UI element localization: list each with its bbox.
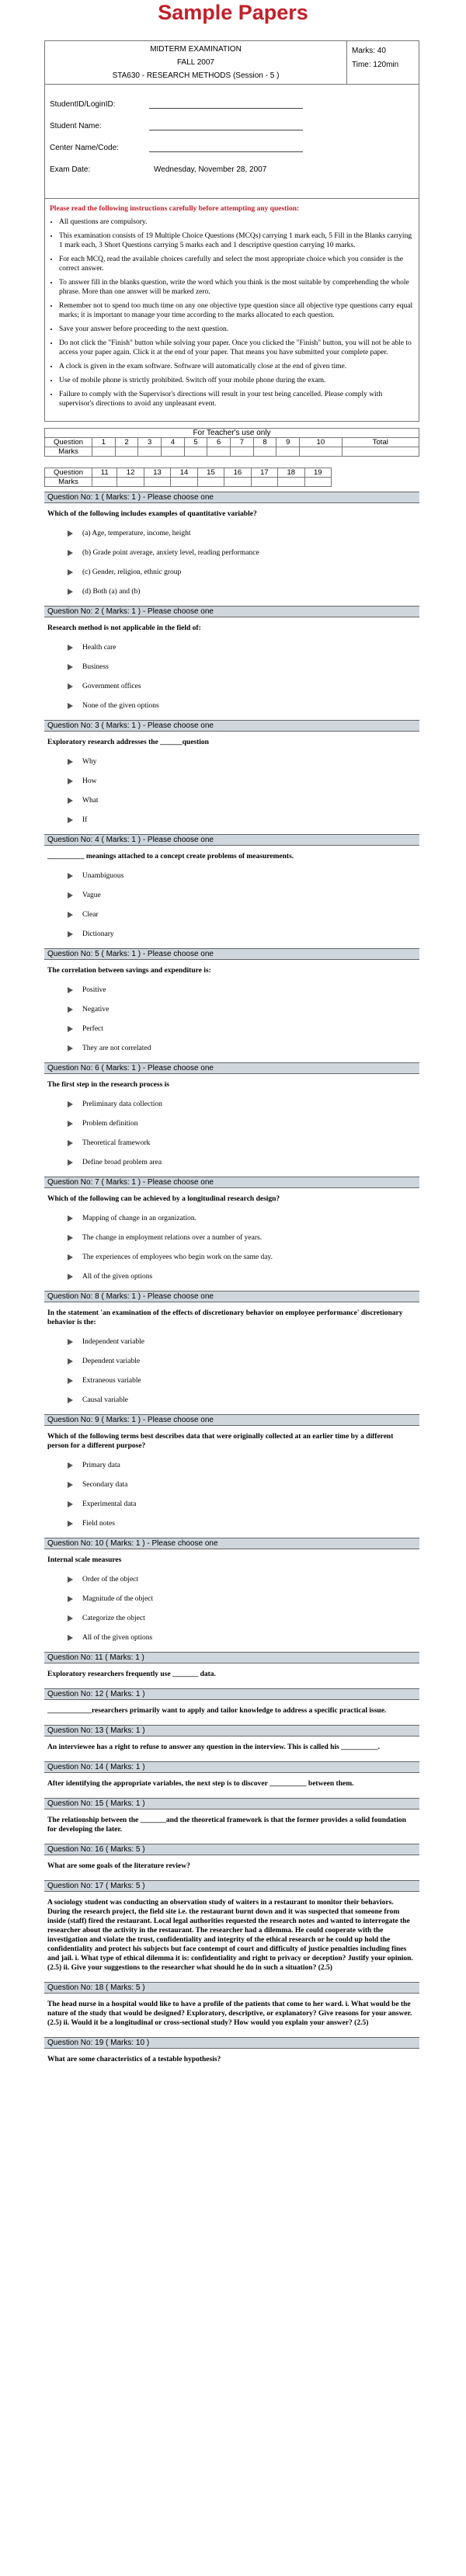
option-label: Field notes [82, 1519, 115, 1528]
option-label: How [82, 777, 97, 785]
arrow-icon [68, 645, 73, 651]
option-label: Define broad problem area [82, 1158, 162, 1166]
question-text: __________ meanings attached to a concept create problems of measurements. [47, 853, 294, 860]
student-info [44, 85, 419, 199]
question-7 [44, 1177, 419, 1291]
question-bar: Question No: 19 ( Marks: 10 ) [44, 2037, 419, 2049]
table-cell: 15 [197, 468, 224, 478]
question-bar: Question No: 1 ( Marks: 1 ) - Please choose one [44, 492, 419, 503]
table-cell: Marks [45, 447, 92, 457]
option-label: They are not correlated [82, 1044, 151, 1052]
table-cell [278, 478, 304, 487]
table-cell [92, 478, 117, 487]
table-cell: 12 [117, 468, 144, 478]
question-bar: Question No: 16 ( Marks: 5 ) [44, 1844, 419, 1855]
option-label: (c) Gender, religion, ethnic group [82, 568, 182, 576]
arrow-icon [68, 1577, 73, 1583]
answer-option[interactable] [47, 1038, 416, 1058]
arrow-icon [68, 1006, 73, 1013]
instruction-item: • Failure to comply with the Supervisor's directions will result in your test being cancelled. Please comply with supervisor's directions to avoid any unpleasant event. [59, 390, 414, 408]
question-18 [44, 1982, 419, 2037]
table-cell [197, 478, 224, 487]
question-1 [44, 492, 419, 606]
question-text: Which of the following can be achieved by a longitudinal research design? [47, 1195, 280, 1203]
instruction-item: • For each MCQ, read the available choices carefully and select the most appropriate choice which you consider is the correct answer. [59, 255, 414, 273]
question-bar: Question No: 7 ( Marks: 1 ) - Please choose one [44, 1177, 419, 1188]
answer-option[interactable] [47, 1371, 416, 1390]
question-10 [44, 1538, 419, 1652]
arrow-icon [68, 683, 73, 690]
question-text: In the statement 'an examination of the effects of discretionary behavior on employee performance' discretionary behavior is the: [47, 1309, 403, 1326]
table-cell [224, 478, 251, 487]
table-cell: 2 [115, 438, 138, 447]
table-row [45, 468, 332, 478]
option-label: Vague [82, 891, 101, 899]
arrow-icon [68, 798, 73, 804]
table-cell: Question [45, 468, 92, 478]
exam-name: MIDTERM EXAMINATION [150, 45, 242, 54]
arrow-icon [68, 1101, 73, 1107]
question-body [44, 2049, 419, 2074]
table-cell [117, 478, 144, 487]
instructions-heading: Please read the following instructions carefully before attempting any question: [50, 205, 300, 213]
answer-option[interactable] [47, 1332, 416, 1351]
table-cell: 6 [207, 438, 231, 447]
answer-option[interactable] [47, 696, 416, 715]
answer-option[interactable] [47, 1390, 416, 1410]
teacher-use-label: For Teacher's use only [44, 428, 419, 437]
arrow-icon [68, 1140, 73, 1146]
arrow-icon [68, 1397, 73, 1403]
arrow-icon [68, 1615, 73, 1622]
answer-option[interactable] [47, 810, 416, 829]
option-label: Preliminary data collection [82, 1100, 162, 1108]
option-label: Why [82, 757, 97, 766]
question-bar: Question No: 2 ( Marks: 1 ) - Please choose one [44, 606, 419, 617]
arrow-icon [68, 664, 73, 670]
option-label: Dependent variable [82, 1357, 141, 1365]
exam-sheet [44, 40, 419, 2074]
table-cell [171, 478, 197, 487]
course-name: STA630 - RESEARCH METHODS (Session - 5 ) [112, 71, 280, 80]
option-label: Business [82, 662, 109, 671]
arrow-icon [68, 1358, 73, 1364]
table-cell: Total [342, 438, 419, 447]
table-row [45, 438, 419, 447]
option-label: (b) Grade point average, anxiety level, reading performance [82, 548, 259, 557]
answer-option[interactable] [47, 752, 416, 771]
answer-option[interactable] [47, 1514, 416, 1533]
option-label: What [82, 796, 99, 805]
question-text: ____________researchers primarily want to apply and tailor knowledge to address a specific practical issue. [47, 1707, 387, 1715]
question-bar: Question No: 18 ( Marks: 5 ) [44, 1982, 419, 1994]
table-cell: 4 [162, 438, 185, 447]
arrow-icon [68, 1121, 73, 1127]
answer-option[interactable] [47, 791, 416, 810]
center-name-field[interactable] [149, 144, 303, 152]
table-cell [115, 447, 138, 457]
table-cell [342, 447, 419, 457]
arrow-icon [68, 1635, 73, 1641]
arrow-icon [68, 703, 73, 709]
question-text: What are some goals of the literature review? [47, 1862, 190, 1870]
question-text: Which of the following terms best describes data that were originally collected at an earlier time by a different person for a different purpose? [47, 1433, 394, 1450]
table-cell: 8 [253, 438, 276, 447]
question-text: Internal scale measures [47, 1556, 122, 1564]
table-cell: 3 [138, 438, 162, 447]
question-text: Exploratory researchers frequently use _______ data. [47, 1670, 216, 1678]
question-body [44, 846, 419, 948]
center-name-row [50, 144, 419, 165]
table-cell [184, 447, 207, 457]
option-label: Order of the object [82, 1575, 139, 1583]
exam-header-right [347, 41, 419, 84]
option-label: Positive [82, 986, 106, 994]
student-id-field[interactable] [149, 100, 303, 109]
question-bar: Question No: 9 ( Marks: 1 ) - Please choose one [44, 1414, 419, 1426]
answer-option[interactable] [47, 638, 416, 657]
option-label: Independent variable [82, 1337, 144, 1346]
arrow-icon [68, 1482, 73, 1488]
option-label: Health care [82, 643, 116, 652]
arrow-icon [68, 550, 73, 556]
instruction-item: • Use of mobile phone is strictly prohibited. Switch off your mobile phone during the exam. [59, 376, 414, 385]
arrow-icon [68, 1159, 73, 1166]
page-title: Sample Papers [158, 1, 308, 24]
table-cell: 10 [300, 438, 343, 447]
question-3 [44, 720, 419, 834]
option-label: Categorize the object [82, 1614, 145, 1622]
question-body [44, 1809, 419, 1844]
option-label: Extraneous variable [82, 1376, 141, 1385]
marks-table-1 [44, 437, 419, 457]
instruction-item: • Save your answer before proceeding to the next question. [59, 325, 414, 334]
arrow-icon [68, 1501, 73, 1507]
instruction-item: • To answer fill in the blanks question, write the word which you think is the most suitable by comprehending the whole phrase. More than one answer will be marked zero. [59, 278, 414, 297]
question-body [44, 1700, 419, 1725]
arrow-icon [68, 912, 73, 918]
exam-marks: Marks: 40 [352, 47, 386, 55]
question-body [44, 503, 419, 606]
question-19 [44, 2037, 419, 2074]
question-body [44, 1549, 419, 1652]
answer-option[interactable] [47, 1455, 416, 1475]
option-label: (a) Age, temperature, income, height [82, 529, 191, 537]
table-cell [251, 478, 277, 487]
option-label: The change in employment relations over a number of years. [82, 1233, 263, 1242]
question-body [44, 1663, 419, 1688]
question-bar: Question No: 5 ( Marks: 1 ) - Please choose one [44, 948, 419, 960]
answer-option[interactable] [47, 999, 416, 1019]
question-body [44, 960, 419, 1062]
table-cell: 9 [276, 438, 300, 447]
question-bar: Question No: 4 ( Marks: 1 ) - Please choose one [44, 834, 419, 846]
option-label: All of the given options [82, 1633, 153, 1642]
answer-option[interactable] [47, 905, 416, 924]
answer-option[interactable] [47, 980, 416, 999]
answer-option[interactable] [47, 1019, 416, 1038]
exam-date-label: Exam Date: [50, 165, 91, 174]
answer-option[interactable] [47, 771, 416, 791]
table-cell [162, 447, 185, 457]
arrow-icon [68, 778, 73, 784]
option-label: Mapping of change in an organization. [82, 1214, 197, 1222]
question-text: Research method is not applicable in the field of: [47, 624, 201, 632]
table-cell: 19 [304, 468, 331, 478]
answer-option[interactable] [47, 866, 416, 885]
question-body [44, 732, 419, 834]
table-cell: 1 [92, 438, 116, 447]
question-bar: Question No: 13 ( Marks: 1 ) [44, 1725, 419, 1736]
question-text: Exploratory research addresses the ______question [47, 739, 209, 746]
question-text: What are some characteristics of a testable hypothesis? [47, 2056, 221, 2063]
question-5 [44, 948, 419, 1062]
center-name-label: Center Name/Code: [50, 144, 119, 152]
table-cell: 13 [144, 468, 170, 478]
question-bar: Question No: 12 ( Marks: 1 ) [44, 1688, 419, 1700]
arrow-icon [68, 892, 73, 899]
question-bar: Question No: 14 ( Marks: 1 ) [44, 1761, 419, 1773]
option-label: Unambiguous [82, 871, 124, 880]
arrow-icon [68, 1378, 73, 1384]
arrow-icon [68, 569, 73, 575]
table-cell [300, 447, 343, 457]
option-label: Causal variable [82, 1396, 128, 1404]
arrow-icon [68, 873, 73, 879]
option-label: Clear [82, 910, 99, 919]
answer-option[interactable] [47, 582, 416, 601]
question-4 [44, 834, 419, 948]
arrow-icon [68, 1274, 73, 1280]
answer-option[interactable] [47, 1475, 416, 1494]
table-cell: 16 [224, 468, 251, 478]
table-cell [207, 447, 231, 457]
arrow-icon [68, 759, 73, 765]
table-cell [304, 478, 331, 487]
option-label: None of the given options [82, 701, 159, 710]
arrow-icon [68, 1462, 73, 1469]
table-cell: Marks [45, 478, 92, 487]
answer-option[interactable] [47, 676, 416, 696]
table-cell [276, 447, 300, 457]
question-text: An interviewee has a right to refuse to answer any question in the interview. This is called his __________. [47, 1743, 381, 1751]
answer-option[interactable] [47, 1351, 416, 1371]
option-label: Government offices [82, 682, 141, 690]
exam-time: Time: 120min [352, 61, 399, 69]
arrow-icon [68, 1235, 73, 1241]
table-cell [138, 447, 162, 457]
arrow-icon [68, 931, 73, 937]
question-8 [44, 1291, 419, 1414]
answer-option[interactable] [47, 1094, 416, 1114]
option-label: Dictionary [82, 930, 114, 938]
arrow-icon [68, 1254, 73, 1260]
option-label: Theoretical framework [82, 1139, 151, 1147]
option-label: Secondary data [82, 1480, 128, 1489]
question-14 [44, 1761, 419, 1798]
question-body [44, 1188, 419, 1291]
answer-option[interactable] [47, 885, 416, 905]
arrow-icon [68, 987, 73, 993]
option-label: Experimental data [82, 1500, 137, 1508]
question-body [44, 1855, 419, 1880]
answer-option[interactable] [47, 1133, 416, 1152]
table-row [45, 447, 419, 457]
question-bar: Question No: 10 ( Marks: 1 ) - Please choose one [44, 1538, 419, 1549]
table-cell: 14 [171, 468, 197, 478]
table-cell [144, 478, 170, 487]
question-15 [44, 1798, 419, 1844]
question-body [44, 1994, 419, 2037]
student-name-row [50, 122, 419, 144]
table-cell: 11 [92, 468, 117, 478]
question-body [44, 1736, 419, 1761]
question-11 [44, 1652, 419, 1688]
option-label: If [82, 815, 88, 824]
question-body [44, 1892, 419, 1982]
answer-option[interactable] [47, 1114, 416, 1133]
instructions-list [50, 217, 414, 408]
question-16 [44, 1844, 419, 1880]
arrow-icon [68, 1026, 73, 1032]
answer-option[interactable] [47, 1589, 416, 1608]
option-label: Primary data [82, 1461, 120, 1469]
question-body [44, 1773, 419, 1798]
option-label: (d) Both (a) and (b) [82, 587, 141, 596]
student-id-label: StudentID/LoginID: [50, 100, 116, 109]
answer-option[interactable] [47, 1267, 416, 1286]
question-bar: Question No: 6 ( Marks: 1 ) - Please choose one [44, 1062, 419, 1074]
arrow-icon [68, 1339, 73, 1345]
exam-date-row [50, 165, 419, 187]
option-label: All of the given options [82, 1272, 153, 1281]
question-bar: Question No: 11 ( Marks: 1 ) [44, 1652, 419, 1663]
question-bar: Question No: 15 ( Marks: 1 ) [44, 1798, 419, 1809]
option-label: The experiences of employees who begin work on the same day. [82, 1253, 273, 1261]
table-cell [231, 447, 254, 457]
question-text: The correlation between savings and expenditure is: [47, 967, 211, 975]
student-name-field[interactable] [149, 122, 303, 130]
arrow-icon [68, 1521, 73, 1527]
arrow-icon [68, 1045, 73, 1052]
answer-option[interactable] [47, 1228, 416, 1247]
question-text: The first step in the research process is [47, 1081, 170, 1089]
instruction-item: • This examination consists of 19 Multiple Choice Questions (MCQs) carrying 1 mark each, 5 Fill in the Blanks carrying 1 mark each, 3 Short Questions carrying 5 marks each and 1 descriptive question carrying 10 marks. [59, 231, 414, 250]
exam-header-center [45, 41, 347, 84]
marks-table-2 [44, 468, 332, 487]
question-9 [44, 1414, 419, 1538]
exam-header [44, 40, 419, 85]
question-bar: Question No: 3 ( Marks: 1 ) - Please choose one [44, 720, 419, 732]
answer-option[interactable] [47, 1608, 416, 1628]
instruction-item: • All questions are compulsory. [59, 217, 414, 227]
table-cell [92, 447, 116, 457]
answer-option[interactable] [47, 1247, 416, 1267]
question-6 [44, 1062, 419, 1177]
option-label: Perfect [82, 1024, 103, 1033]
option-label: Problem definition [82, 1119, 138, 1128]
arrow-icon [68, 817, 73, 823]
arrow-icon [68, 1596, 73, 1602]
table-cell: 17 [251, 468, 277, 478]
table-cell: 7 [231, 438, 254, 447]
question-bar: Question No: 17 ( Marks: 5 ) [44, 1880, 419, 1892]
question-text: A sociology student was conducting an observation study of waiters in a restaurant to monitor their behaviors. During the research project, the field site i.e. the restaurant burnt down and it was suspected that someone from inside (staff) fired the restaurant. Local legal authorities requested the research notes and wanted to interrogate the researcher about the activity in the restaurant. The researcher had a dilemma. He could cooperate with the investigation and violate the trust, confidentiality and integrity of the ethical research or he could up hold the confidentiality and protect his subjects but face contempt of court and difficulty of justice penalties including fines and jail. i. What type of ethical dilemma it is: confidentiality and right to privacy or deception? Justify your opinion. (2.5) ii. Give your suggestions to the researcher what should he do in such a situation? (2.5) [47, 1899, 413, 1972]
arrow-icon [68, 589, 73, 595]
table-cell [253, 447, 276, 457]
answer-option[interactable] [47, 1208, 416, 1228]
instructions [44, 199, 419, 422]
question-text: The relationship between the _______and the theoretical framework is that the former provides a solid foundation for developing the later. [47, 1816, 406, 1834]
student-id-row [50, 100, 419, 122]
answer-option[interactable] [47, 523, 416, 543]
question-text: The head nurse in a hospital would like to have a profile of the patients that come to her ward. i. What would be the nature of the study that would be designed? Exploratory, descriptive, or explanatory? Give reasons for your answer. (2.5) ii. Would it be a longitudinal or cross-sectional study? How would you explain your answer? (2.5) [47, 2001, 412, 2027]
option-label: Magnitude of the object [82, 1594, 154, 1603]
exam-term: FALL 2007 [176, 58, 214, 67]
answer-option[interactable] [47, 1570, 416, 1589]
question-13 [44, 1725, 419, 1761]
answer-option[interactable] [47, 562, 416, 582]
table-cell: 18 [278, 468, 304, 478]
question-text: After identifying the appropriate variables, the next step is to discover __________ between them. [47, 1780, 354, 1788]
answer-option[interactable] [47, 1152, 416, 1172]
answer-option[interactable] [47, 1494, 416, 1514]
question-bar: Question No: 8 ( Marks: 1 ) - Please choose one [44, 1291, 419, 1302]
question-17 [44, 1880, 419, 1982]
table-row [45, 478, 332, 487]
table-cell: Question [45, 438, 92, 447]
answer-option[interactable] [47, 924, 416, 944]
table-cell: 5 [184, 438, 207, 447]
answer-option[interactable] [47, 543, 416, 562]
student-name-label: Student Name: [50, 122, 102, 130]
question-body [44, 1426, 419, 1538]
question-body [44, 1302, 419, 1414]
exam-date-value: Wednesday, November 28, 2007 [154, 165, 267, 174]
question-2 [44, 606, 419, 720]
instruction-item: • A clock is given in the exam software. Software will automatically close at the end of given time. [59, 362, 414, 371]
question-12 [44, 1688, 419, 1725]
arrow-icon [68, 1215, 73, 1222]
question-body [44, 1074, 419, 1177]
instruction-item: • Do not click the "Finish" button while solving your paper. Once you clicked the "Finish" button, you will not be able to access your paper again. Click it at the end of your paper. That means you have submitted your complete paper. [59, 339, 414, 357]
question-body [44, 617, 419, 720]
option-label: Negative [82, 1005, 110, 1013]
question-text: Which of the following includes examples of quantitative variable? [47, 510, 257, 518]
instruction-item: • Remember not to spend too much time on any one objective type question since all objective type questions carry equal marks; it is important to manage your time according to the marks allocated to each question. [59, 301, 414, 320]
answer-option[interactable] [47, 1628, 416, 1647]
arrow-icon [68, 530, 73, 537]
answer-option[interactable] [47, 657, 416, 676]
